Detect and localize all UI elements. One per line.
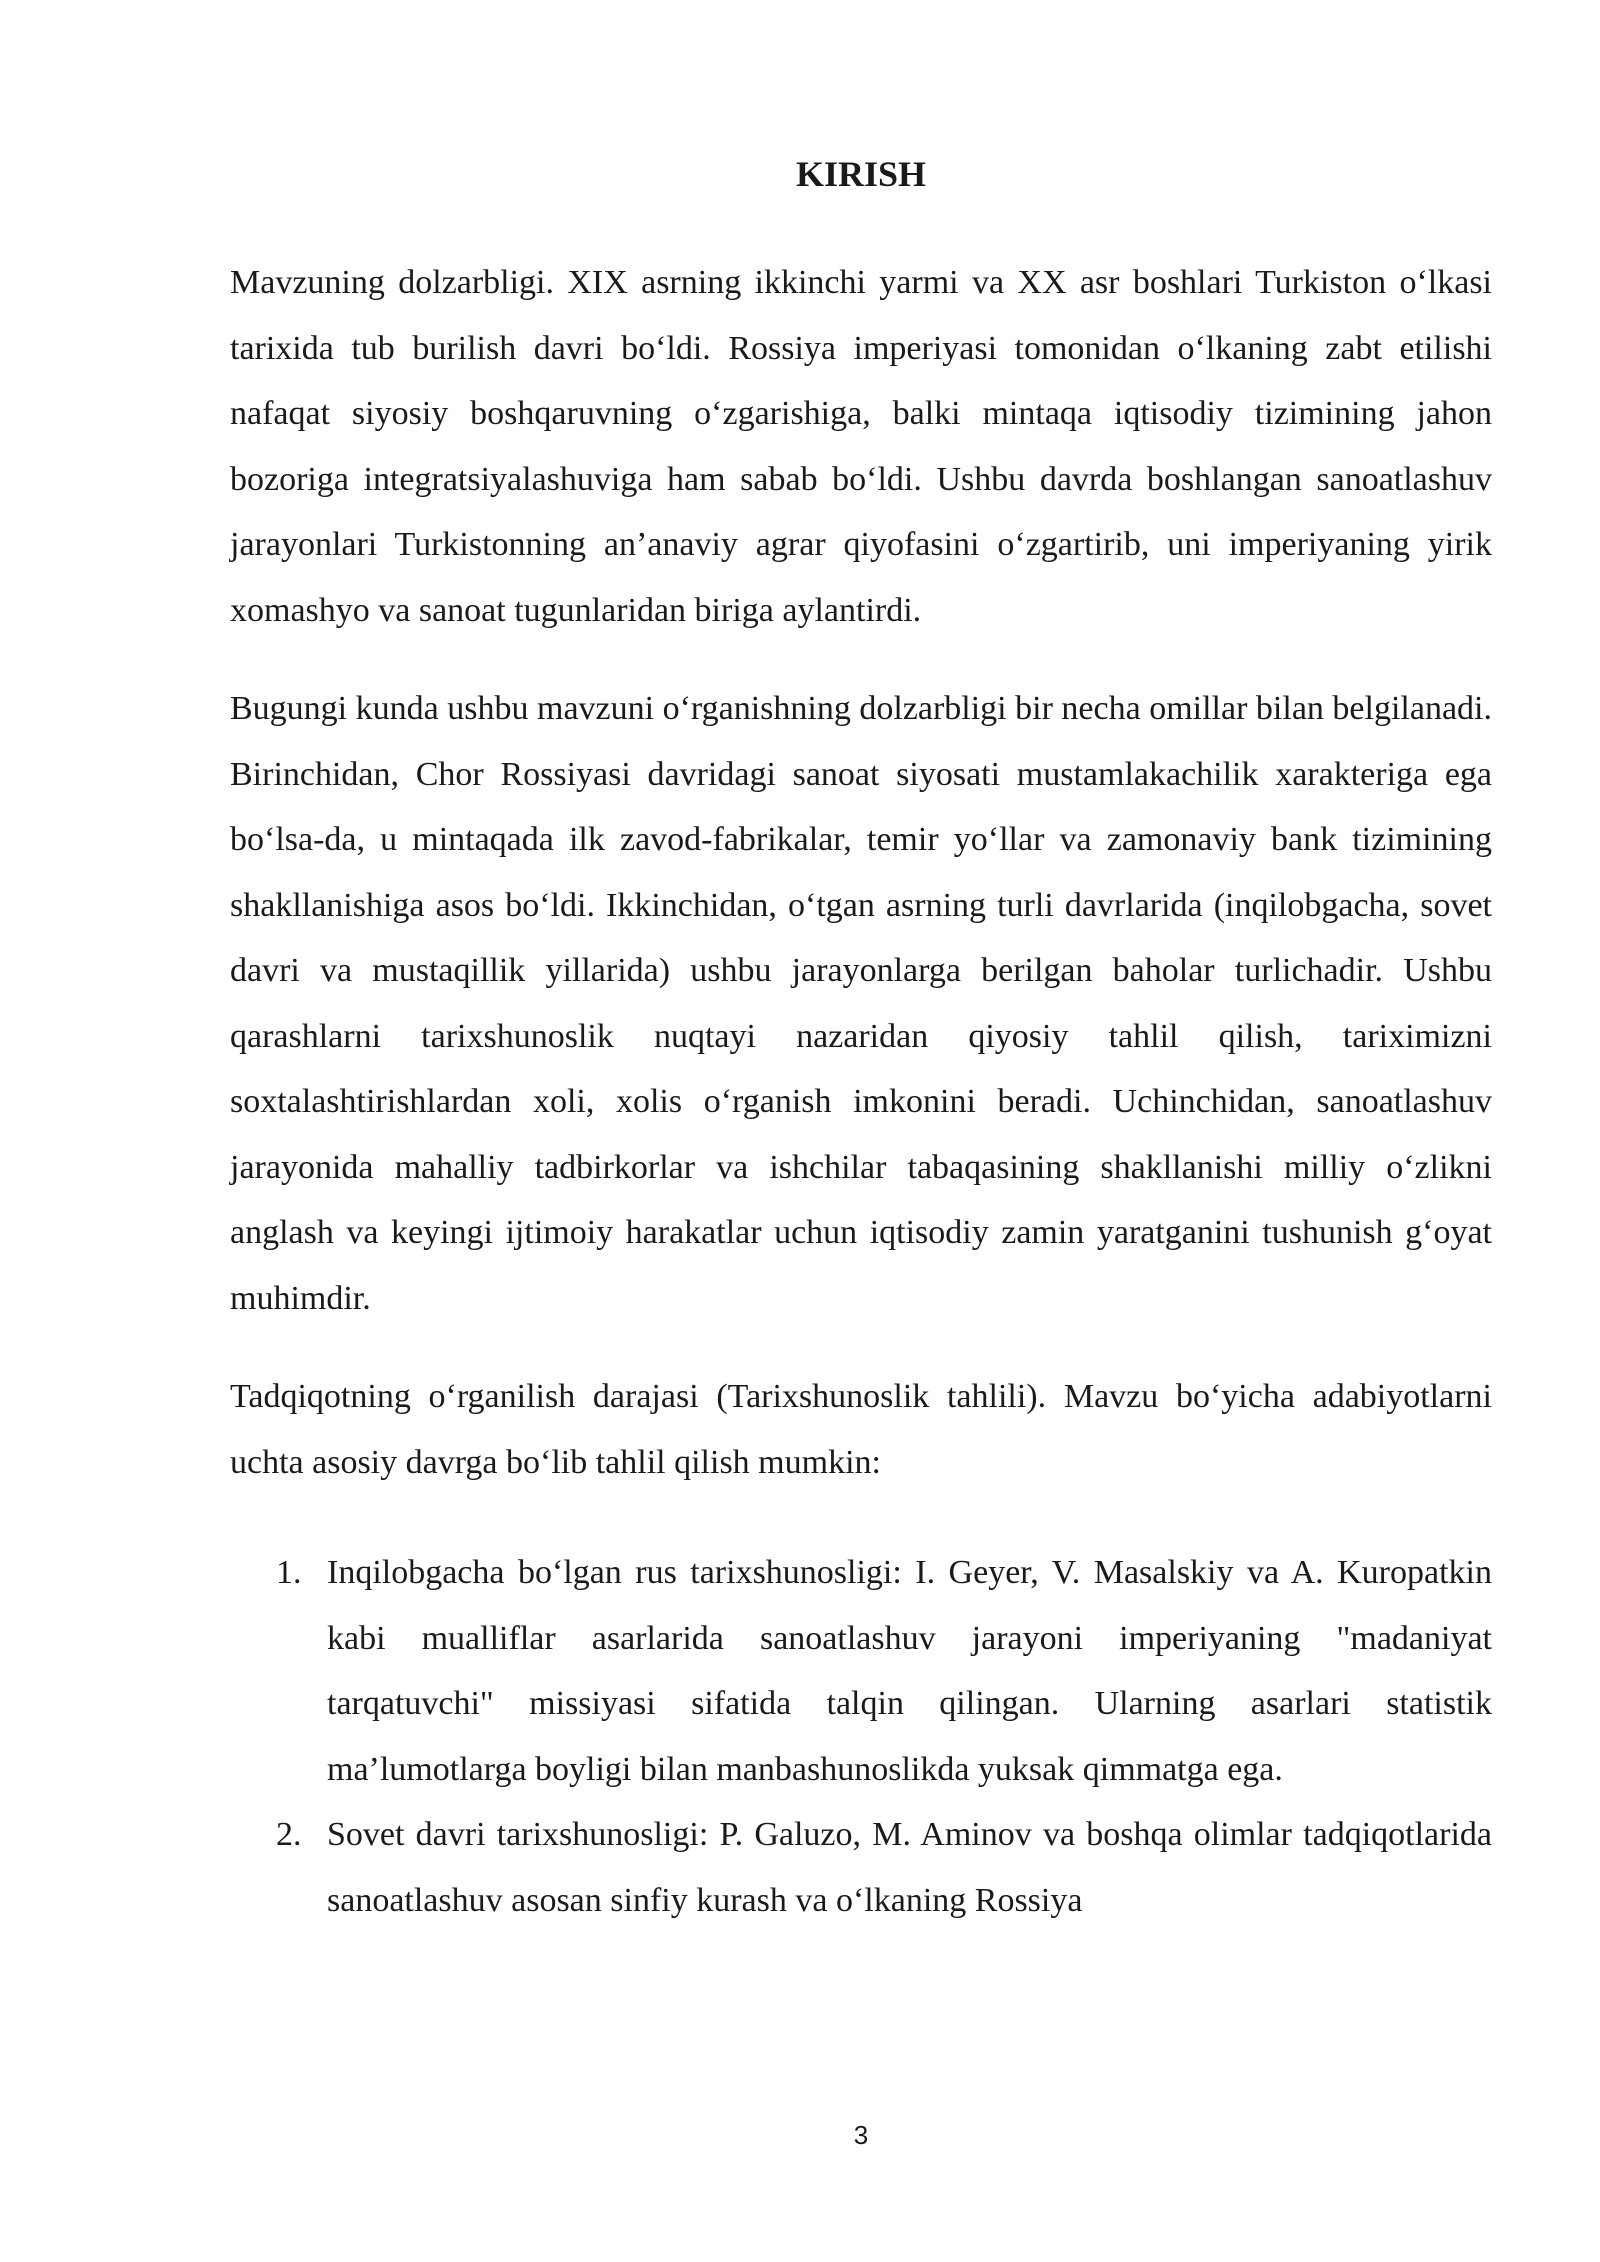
heading-container [230, 152, 1492, 196]
document-body [230, 250, 1492, 1933]
paragraph-relevance: Mavzuning dolzarbligi. XIX asrning ikkinchi yarmi va XX asr boshlari Turkiston oʻlkasi tarixida tub burilish davri boʻldi. Rossiya imperiyasi tomonidan oʻlkaning zabt etilishi nafaqat siyosiy boshqaruvning oʻzgarishiga, balki mintaqa iqtisodiy tizimining jahon bozoriga integratsiyalashuviga ham sabab boʻldi. Ushbu davrda boshlangan sanoatlashuv jarayonlari Turkistonning an’anaviy agrar qiyofasini oʻzgartirib, uni imperiyaning yirik xomashyo va sanoat tugunlaridan biriga aylantirdi. [230, 264, 1492, 629]
list-item-number: 1. [276, 1554, 302, 1591]
list-item [230, 1802, 1492, 1933]
paragraph-factors: Bugungi kunda ushbu mavzuni oʻrganishning dolzarbligi bir necha omillar bilan belgilanadi. Birinchidan, Chor Rossiyasi davridagi sanoat siyosati mustamlakachilik xarakteriga ega boʻlsa-da, u mintaqada ilk zavod-fabrikalar, temir yoʻllar va zamonaviy bank tizimining shakllanishiga asos boʻldi. Ikkinchidan, oʻtgan asrning turli davrlarida (inqilobgacha, sovet davri va mustaqillik yillarida) ushbu jarayonlarga berilgan baholar turlichadir. Ushbu qarashlarni tarixshunoslik nuqtayi nazaridan qiyosiy tahlil qilish, tariximizni soxtalashtirishlardan xoli, xolis oʻrganish imkonini beradi. Uchinchidan, sanoatlashuv jarayonida mahalliy tadbirkorlar va ishchilar tabaqasining shakllanishi milliy oʻzlikni anglash va keyingi ijtimoiy harakatlar uchun iqtisodiy zamin yaratganini tushunish gʻoyat muhimdir. [230, 690, 1492, 1317]
historiography-list [230, 1540, 1492, 1933]
page-title: KIRISH [795, 154, 927, 194]
list-item [230, 1540, 1492, 1802]
list-item-text: Inqilobgacha boʻlgan rus tarixshunosligi: I. Geyer, V. Masalskiy va A. Kuropatkin kabi mualliflar asarlarida sanoatlashuv jarayoni imperiyaning "madaniyat tarqatuvchi" missiyasi sifatida talqin qilingan. Ularning asarlari statistik ma’lumotlarga boyligi bilan manbashunoslikda yuksak qimmatga ega. [327, 1554, 1492, 1788]
list-item-number: 2. [276, 1816, 302, 1853]
paragraph-study-degree: Tadqiqotning oʻrganilish darajasi (Tarixshunoslik tahlili). Mavzu boʻyicha adabiyotlarni uchta asosiy davrga boʻlib tahlil qilish mumkin: [230, 1378, 1492, 1481]
page-number: 3 [853, 2120, 869, 2150]
list-item-text: Sovet davri tarixshunosligi: P. Galuzo, M. Aminov va boshqa olimlar tadqiqotlarida sanoatlashuv asosan sinfiy kurash va oʻlkaning Rossiya [327, 1816, 1492, 1919]
